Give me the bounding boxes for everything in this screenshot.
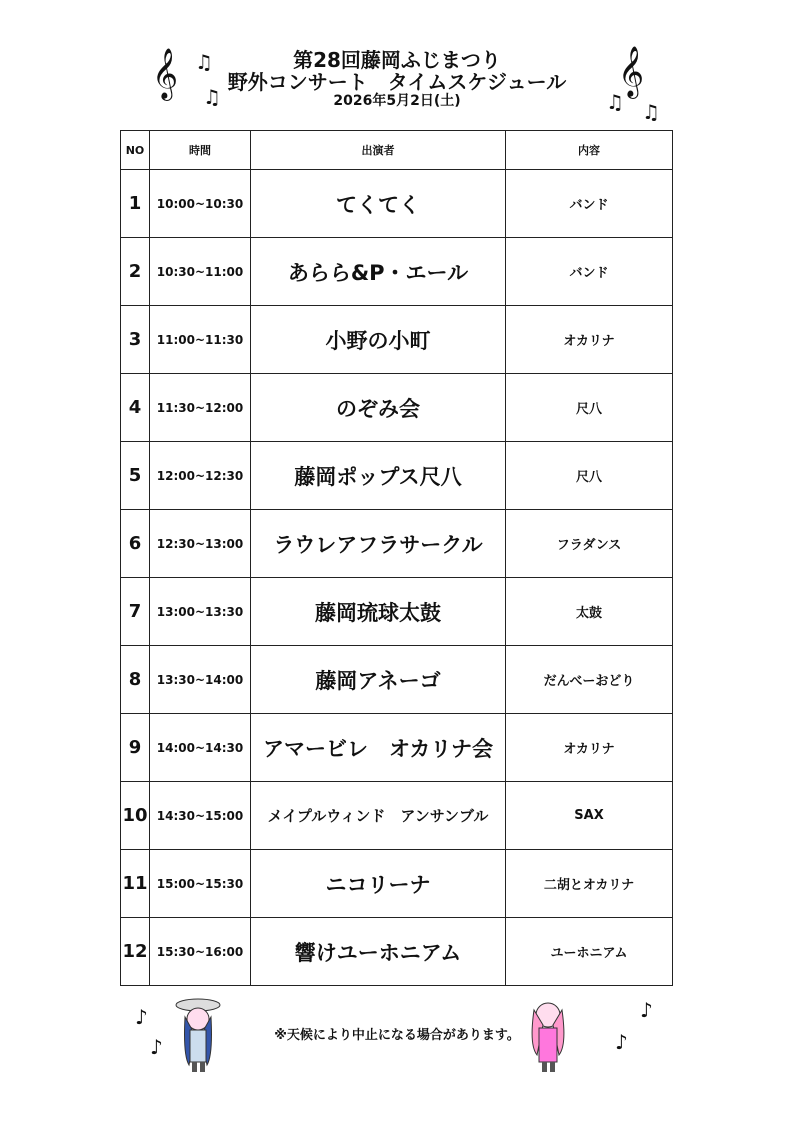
row-number: 11 [121, 850, 150, 918]
row-number: 6 [121, 510, 150, 578]
performer-name: あらら&P・エール [251, 238, 506, 306]
schedule-table [120, 130, 673, 986]
table-row [121, 170, 673, 238]
row-number: 7 [121, 578, 150, 646]
table-row [121, 306, 673, 374]
performance-type: バンド [506, 170, 673, 238]
performer-name: のぞみ会 [251, 374, 506, 442]
column-header-time: 時間 [150, 131, 251, 170]
table-row [121, 850, 673, 918]
schedule-title: 野外コンサート タイムスケジュール [227, 70, 567, 94]
performer-name: 小野の小町 [251, 306, 506, 374]
time-slot: 14:30~15:00 [150, 782, 251, 850]
time-slot: 11:30~12:00 [150, 374, 251, 442]
row-number: 12 [121, 918, 150, 986]
music-note-icon: ♪ [615, 1030, 628, 1054]
performer-name: メイプルウィンド アンサンブル [251, 782, 506, 850]
table-row [121, 510, 673, 578]
music-note-icon: ♫ [203, 85, 221, 109]
performance-type: SAX [506, 782, 673, 850]
table-row [121, 782, 673, 850]
treble-clef-icon: 𝄞 [152, 48, 179, 99]
time-slot: 10:30~11:00 [150, 238, 251, 306]
music-note-icon: ♪ [135, 1005, 148, 1029]
row-number: 1 [121, 170, 150, 238]
performer-name: 響けユーホニアム [251, 918, 506, 986]
time-slot: 13:00~13:30 [150, 578, 251, 646]
table-row [121, 646, 673, 714]
performer-name: 藤岡ポップス尺八 [251, 442, 506, 510]
music-note-icon: ♫ [642, 100, 660, 124]
performance-type: 尺八 [506, 374, 673, 442]
row-number: 3 [121, 306, 150, 374]
music-note-icon: ♫ [195, 50, 213, 74]
time-slot: 14:00~14:30 [150, 714, 251, 782]
row-number: 2 [121, 238, 150, 306]
table-row [121, 238, 673, 306]
performance-type: 太鼓 [506, 578, 673, 646]
time-slot: 15:30~16:00 [150, 918, 251, 986]
performance-type: オカリナ [506, 306, 673, 374]
performance-type: 二胡とオカリナ [506, 850, 673, 918]
time-slot: 11:00~11:30 [150, 306, 251, 374]
music-note-icon: ♫ [606, 90, 624, 114]
event-title: 第28回藤岡ふじまつり [293, 48, 501, 72]
performance-type: だんべーおどり [506, 646, 673, 714]
row-number: 9 [121, 714, 150, 782]
row-number: 5 [121, 442, 150, 510]
performance-type: フラダンス [506, 510, 673, 578]
weather-notice: ※天候により中止になる場合があります。 [274, 1028, 520, 1043]
performer-name: アマービレ オカリナ会 [251, 714, 506, 782]
time-slot: 15:00~15:30 [150, 850, 251, 918]
performer-name: ニコリーナ [251, 850, 506, 918]
time-slot: 12:30~13:00 [150, 510, 251, 578]
table-row [121, 714, 673, 782]
row-number: 10 [121, 782, 150, 850]
performer-name: てくてく [251, 170, 506, 238]
performance-type: バンド [506, 238, 673, 306]
performance-type: ユーホニアム [506, 918, 673, 986]
performer-name: ラウレアフラサークル [251, 510, 506, 578]
table-row [121, 374, 673, 442]
column-header-performer: 出演者 [251, 131, 506, 170]
table-row [121, 578, 673, 646]
performer-name: 藤岡琉球太鼓 [251, 578, 506, 646]
time-slot: 10:00~10:30 [150, 170, 251, 238]
row-number: 4 [121, 374, 150, 442]
performance-type: 尺八 [506, 442, 673, 510]
column-header-content: 内容 [506, 131, 673, 170]
column-header-no: NO [121, 131, 150, 170]
music-note-icon: ♪ [640, 998, 653, 1022]
time-slot: 13:30~14:00 [150, 646, 251, 714]
treble-clef-icon: 𝄞 [618, 46, 645, 97]
performance-type: オカリナ [506, 714, 673, 782]
performer-name: 藤岡アネーゴ [251, 646, 506, 714]
music-note-icon: ♪ [150, 1035, 163, 1059]
row-number: 8 [121, 646, 150, 714]
table-row [121, 918, 673, 986]
event-date: 2026年5月2日(土) [333, 93, 461, 109]
time-slot: 12:00~12:30 [150, 442, 251, 510]
table-row [121, 442, 673, 510]
